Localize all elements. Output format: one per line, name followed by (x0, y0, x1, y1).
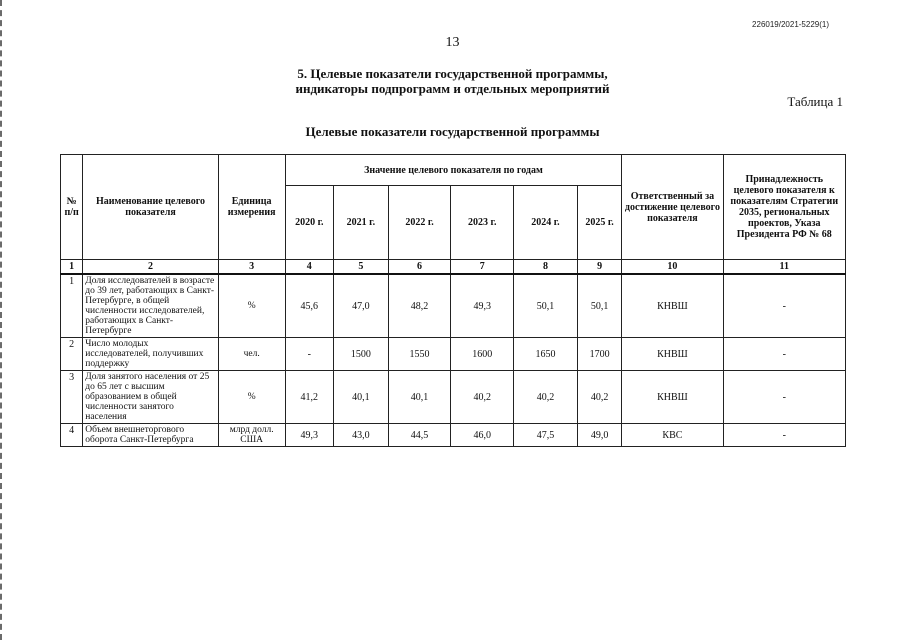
row-number: 4 (61, 424, 83, 447)
year-value: 40,2 (451, 371, 514, 424)
indicator-unit: чел. (218, 338, 285, 371)
indicator-name: Доля исследователей в возрасте до 39 лет, работающих в Санкт-Петербурге, в общей численности исследователей, работающих в Санкт-Петербурге (83, 274, 219, 338)
col-year-header: 2025 г. (577, 186, 622, 260)
table-row (61, 371, 846, 424)
year-value: 50,1 (577, 274, 622, 338)
table-title: Целевые показатели государственной программы (305, 124, 600, 139)
year-value: 45,6 (285, 274, 334, 338)
year-value: 47,0 (334, 274, 389, 338)
column-number: 4 (285, 260, 334, 275)
year-value: 40,2 (514, 371, 578, 424)
responsible-body: КНВШ (622, 274, 723, 338)
indicator-unit: % (218, 274, 285, 338)
page-number: 13 (445, 35, 460, 50)
col-responsible-header: Ответственный за достижение целевого показателя (622, 155, 723, 260)
col-year-header: 2022 г. (388, 186, 451, 260)
section-heading (0, 66, 905, 96)
year-value: 46,0 (451, 424, 514, 447)
affiliation-value: - (723, 338, 846, 371)
header-row-main (61, 155, 846, 186)
column-number: 8 (514, 260, 578, 275)
col-num-header: № п/п (61, 155, 83, 260)
col-affiliation-header: Принадлежность целевого показателя к показателям Стратегии 2035, региональных проектов, Указа Президента РФ № 68 (723, 155, 846, 260)
targets-table (60, 154, 846, 447)
table-row (61, 274, 846, 338)
year-value: 47,5 (514, 424, 578, 447)
column-number: 7 (451, 260, 514, 275)
table-row (61, 338, 846, 371)
section-heading-line-2: индикаторы подпрограмм и отдельных мероприятий (295, 81, 610, 96)
column-number: 6 (388, 260, 451, 275)
row-number: 3 (61, 371, 83, 424)
column-number-row (61, 260, 846, 275)
section-heading-line-1: 5. Целевые показатели государственной программы, (297, 66, 608, 81)
column-number: 2 (83, 260, 219, 275)
column-number: 5 (334, 260, 389, 275)
column-number: 10 (622, 260, 723, 275)
year-value: 49,3 (285, 424, 334, 447)
col-unit-header: Единица измерения (218, 155, 285, 260)
col-year-header: 2021 г. (334, 186, 389, 260)
column-number: 3 (218, 260, 285, 275)
table-row (61, 424, 846, 447)
year-value: 50,1 (514, 274, 578, 338)
year-value: 1550 (388, 338, 451, 371)
column-number: 9 (577, 260, 622, 275)
indicator-name: Объем внешнеторгового оборота Санкт-Петербурга (83, 424, 219, 447)
col-year-header: 2020 г. (285, 186, 334, 260)
column-number: 1 (61, 260, 83, 275)
col-years-group-header: Значение целевого показателя по годам (285, 155, 622, 186)
responsible-body: КНВШ (622, 338, 723, 371)
year-value: 41,2 (285, 371, 334, 424)
year-value: 1650 (514, 338, 578, 371)
row-number: 2 (61, 338, 83, 371)
scan-edge-marks (0, 0, 6, 640)
table-label: Таблица 1 (787, 94, 843, 109)
year-value: 49,0 (577, 424, 622, 447)
indicator-name: Доля занятого населения от 25 до 65 лет с высшим образованием в общей численности занятого населения (83, 371, 219, 424)
year-value: 1600 (451, 338, 514, 371)
year-value: 40,1 (388, 371, 451, 424)
affiliation-value: - (723, 424, 846, 447)
year-value: - (285, 338, 334, 371)
responsible-body: КНВШ (622, 371, 723, 424)
year-value: 40,1 (334, 371, 389, 424)
year-value: 40,2 (577, 371, 622, 424)
year-value: 44,5 (388, 424, 451, 447)
column-number: 11 (723, 260, 846, 275)
year-value: 48,2 (388, 274, 451, 338)
indicator-name: Число молодых исследователей, получивших поддержку (83, 338, 219, 371)
indicator-unit: % (218, 371, 285, 424)
year-value: 1500 (334, 338, 389, 371)
responsible-body: КВС (622, 424, 723, 447)
affiliation-value: - (723, 274, 846, 338)
indicator-unit: млрд долл. США (218, 424, 285, 447)
affiliation-value: - (723, 371, 846, 424)
year-value: 1700 (577, 338, 622, 371)
year-value: 49,3 (451, 274, 514, 338)
col-name-header: Наименование целевого показателя (83, 155, 219, 260)
col-year-header: 2023 г. (451, 186, 514, 260)
year-value: 43,0 (334, 424, 389, 447)
col-year-header: 2024 г. (514, 186, 578, 260)
document-id: 226019/2021-5229(1) (752, 20, 829, 29)
row-number: 1 (61, 274, 83, 338)
